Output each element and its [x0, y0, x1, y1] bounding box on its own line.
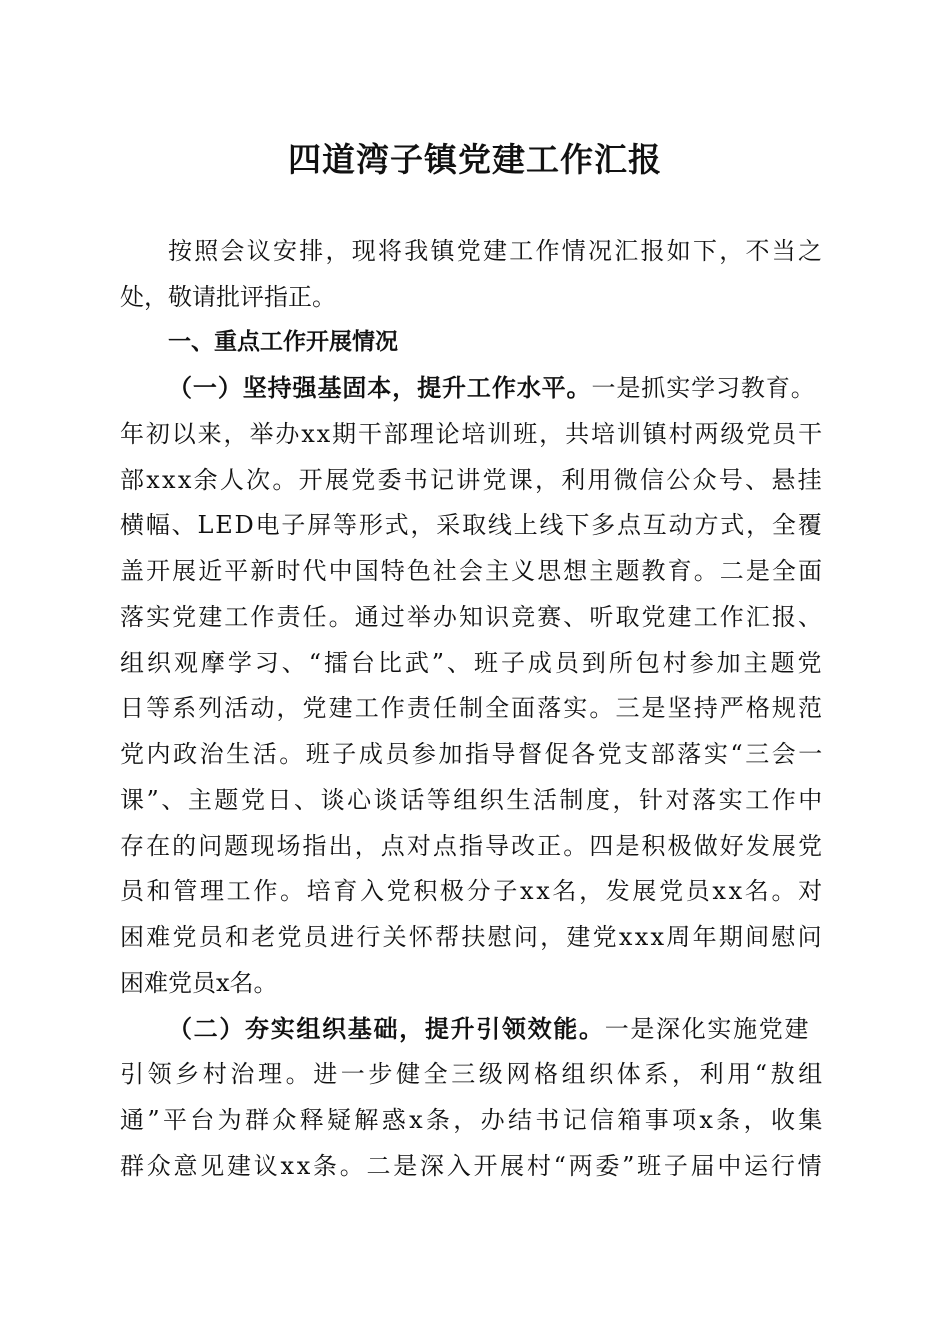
- paragraph-line: 群众意见建议xx条。二是深入开展村“两委”班子届中运行情: [120, 1152, 825, 1180]
- paragraph-line: 部xxx余人次。开展党委书记讲党课，利用微信公众号、悬挂: [120, 466, 824, 494]
- paragraph-line: 横幅、LED电子屏等形式，采取线上线下多点互动方式，全覆: [120, 511, 824, 539]
- paragraph-line: 党内政治生活。班子成员参加指导督促各党支部落实“三会一: [120, 740, 825, 768]
- paragraph-line: 引领乡村治理。进一步健全三级网格组织体系，利用“敖组: [120, 1060, 826, 1088]
- subsection-2-first-line: [168, 1009, 810, 1049]
- subsection-1-heading: （一）坚持强基固本，提升工作水平。: [168, 373, 592, 402]
- intro-line-2: 处，敬请批评指正。: [120, 283, 336, 311]
- subsection-1-first-line: [168, 368, 816, 408]
- paragraph-line: 通”平台为群众释疑解惑x条，办结书记信箱事项x条，收集: [120, 1106, 826, 1134]
- subsection-1-first-line-text: 一是抓实学习教育。: [591, 374, 816, 402]
- paragraph-line: 困难党员x名。: [120, 969, 278, 997]
- paragraph-line: 日等系列活动，党建工作责任制全面落实。三是坚持严格规范: [120, 694, 825, 722]
- subsection-2-heading: （二）夯实组织基础，提升引领效能。: [168, 1014, 605, 1043]
- paragraph-line: 存在的问题现场指出，点对点指导改正。四是积极做好发展党: [120, 832, 825, 860]
- document-title: 四道湾子镇党建工作汇报: [288, 140, 662, 179]
- paragraph-line: 年初以来，举办xx期干部理论培训班，共培训镇村两级党员干: [120, 420, 824, 448]
- paragraph-line: 盖开展近平新时代中国特色社会主义思想主题教育。二是全面: [120, 557, 825, 585]
- intro-line-1: 按照会议安排，现将我镇党建工作情况汇报如下，不当之: [168, 237, 825, 265]
- paragraph-line: 落实党建工作责任。通过举办知识竞赛、听取党建工作汇报、: [120, 603, 825, 631]
- section-heading: 一、重点工作开展情况: [168, 329, 398, 355]
- paragraph-line: 困难党员和老党员进行关怀帮扶慰问，建党xxx周年期间慰问: [120, 923, 824, 951]
- subsection-2-first-line-text: 一是深化实施党建: [604, 1015, 811, 1043]
- paragraph-line: 课”、主题党日、谈心谈话等组织生活制度，针对落实工作中: [120, 786, 825, 814]
- paragraph-line: 员和管理工作。培育入党积极分子xx名，发展党员xx名。对: [120, 877, 825, 905]
- paragraph-line: 组织观摩学习、“擂台比武”、班子成员到所包村参加主题党: [120, 649, 825, 677]
